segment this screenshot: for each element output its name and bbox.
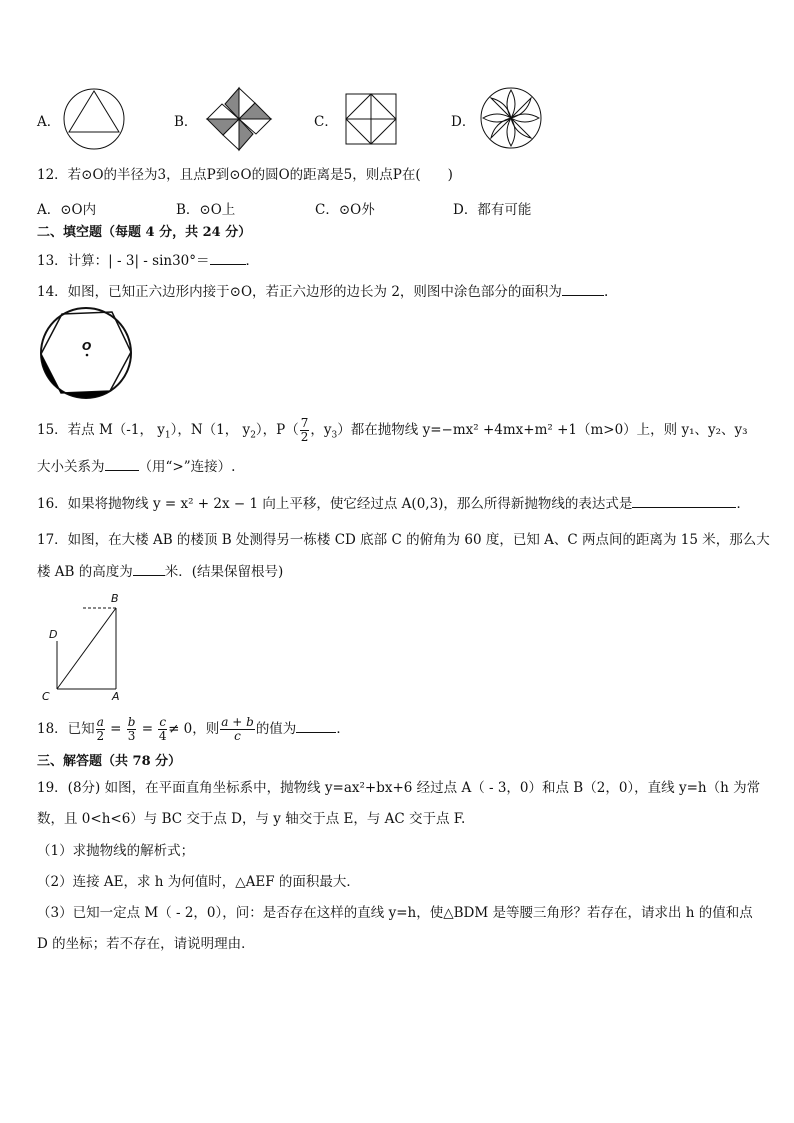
q17-line1: 17．如图，在大楼 AB 的楼顶 B 处测得另一栋楼 CD 底部 C 的俯角为 60 度，已知 A、C 两点间的距离为 15 米，那么大	[37, 532, 770, 548]
q17-label-b: B	[111, 592, 119, 605]
q15-frac-num: 7	[300, 416, 309, 430]
q18-frac-b	[127, 716, 137, 743]
q18-frac-ratio-num: a + b	[221, 715, 254, 729]
q16-suffix: ．	[736, 496, 750, 512]
option-b-figure	[205, 86, 273, 152]
q18-frac-b-num: b	[127, 715, 136, 729]
q18-end: ．	[336, 721, 350, 737]
q19-line1: 19．(8分) 如图，在平面直角坐标系中，抛物线 y=ax²+bx+6 经过点 A（ - 3，0）和点 B（2，0），直线 y=h（h 为常	[37, 780, 761, 796]
q13-suffix: ．	[245, 253, 260, 269]
q18-frac-a	[96, 716, 105, 743]
q19-part3-line1: （3）已知一定点 M（ - 2，0），问：是否存在这样的直线 y=h，使△BDM 是等腰三角形？若存在，请求出 h 的值和点	[37, 905, 753, 921]
q15-frac-den: 2	[300, 430, 309, 444]
q18-text: 18．已知 $\frac{a}{2}$ = $\frac{b}{3}$ = $\frac{c}{4}$ ≠ 0，则 $\frac{a + b}{c}$ 的值为 ．	[37, 715, 350, 743]
q18-frac-c	[158, 716, 167, 743]
q14-center-label: O	[82, 340, 92, 353]
q18-frac-a-den: 2	[96, 729, 105, 743]
q17-line2-prefix: 楼 AB 的高度为	[37, 564, 133, 580]
option-c-figure	[344, 92, 398, 146]
q15-line2-prefix: 大小关系为	[37, 459, 105, 475]
q18-frac-ratio	[220, 716, 255, 743]
option-a-label: A．	[37, 114, 61, 130]
option-d-figure	[479, 86, 543, 150]
q15-prefix: 15．若点 M（-1， y	[37, 422, 165, 438]
q14-suffix: .	[603, 284, 609, 300]
section-2-title: 二、填空题（每题 4 分，共 24 分）	[37, 225, 252, 240]
q15-line2-suffix: （用“>”连接）.	[138, 459, 236, 475]
q14-blank	[562, 281, 604, 296]
q18-frac-ratio-den: c	[234, 729, 241, 743]
q17-figure	[40, 590, 130, 698]
q18-frac-b-den: 3	[127, 729, 136, 743]
q18-frac-c-den: 4	[158, 729, 167, 743]
q19-line2: 数，且 0<h<6）与 BC 交于点 D，与 y 轴交于点 E，与 AC 交于点 F.	[37, 811, 466, 827]
q15-fraction	[300, 417, 310, 444]
section-3-title: 三、解答题（共 78 分）	[37, 754, 182, 769]
q18-prefix: 18．已知	[37, 721, 95, 737]
option-b-label: B．	[174, 114, 198, 130]
q15-mid2: ），P（	[255, 422, 299, 438]
q13-blank	[210, 250, 246, 265]
q14-prefix: 14．如图，已知正六边形内接于⊙O，若正六边形的边长为 2，则图中涂色部分的面积为	[37, 284, 562, 300]
q15-line2	[37, 456, 235, 476]
q15-after-frac: ，y	[310, 422, 332, 438]
q15-line1: 15．若点 M（-1， $y_1$），N（1， $y_2$），P（ $\frac{7}{2}$ ，$y_3$）都在抛物线 y=−mx² +4mx+m² +1（m>0）上，则 y₁、y₂、y₃	[37, 416, 748, 444]
q17-label-a: A	[112, 690, 120, 703]
q18-frac-a-num: a	[96, 715, 104, 729]
q12-option-b: B．⊙O上	[176, 202, 236, 218]
q15-blank	[105, 456, 139, 471]
q14-figure	[38, 306, 134, 400]
q17-line2	[37, 561, 283, 581]
q18-suffix: 的值为	[255, 721, 297, 737]
q16-text	[37, 493, 750, 513]
q15-rest: ）都在抛物线 y=−mx² +4mx+m² +1（m>0）上，则 y₁、y₂、y₃	[337, 422, 748, 438]
q18-blank	[296, 718, 336, 733]
q13-text	[37, 250, 259, 270]
q18-mid: ≠ 0，则	[168, 721, 220, 737]
q17-line2-suffix: 米．(结果保留根号)	[164, 564, 284, 580]
q16-blank	[632, 493, 736, 508]
q12-option-a: A．⊙O内	[37, 202, 97, 218]
option-a-figure	[62, 87, 126, 151]
option-c-label: C．	[314, 114, 338, 130]
q14-text	[37, 281, 608, 301]
option-d-label: D．	[451, 114, 476, 130]
q18-frac-c-num: c	[159, 715, 167, 729]
q17-label-c: C	[42, 690, 50, 703]
q19-part3-line2: D 的坐标；若不存在，请说明理由．	[37, 936, 255, 952]
q13-prefix: 13．计算：| - 3| - sin30°＝	[37, 253, 210, 269]
q12-option-c: C．⊙O外	[315, 202, 375, 218]
q12-text: 12．若⊙O的半径为3，且点P到⊙O的圆O的距离是5，则点P在( )	[37, 167, 453, 183]
q12-option-d: D．都有可能	[453, 202, 532, 218]
q16-prefix: 16．如果将抛物线 y = x² + 2x − 1 向上平移，使它经过点 A(0,3)，那么所得新抛物线的表达式是	[37, 496, 633, 512]
q19-part1: （1）求抛物线的解析式；	[37, 843, 195, 859]
center-dot	[86, 354, 89, 357]
q17-label-d: D	[49, 628, 58, 641]
q15-mid1: ），N（1， y	[170, 422, 251, 438]
q17-blank	[133, 561, 165, 576]
q19-part2: （2）连接 AE，求 h 为何值时，△AEF 的面积最大．	[37, 874, 360, 890]
